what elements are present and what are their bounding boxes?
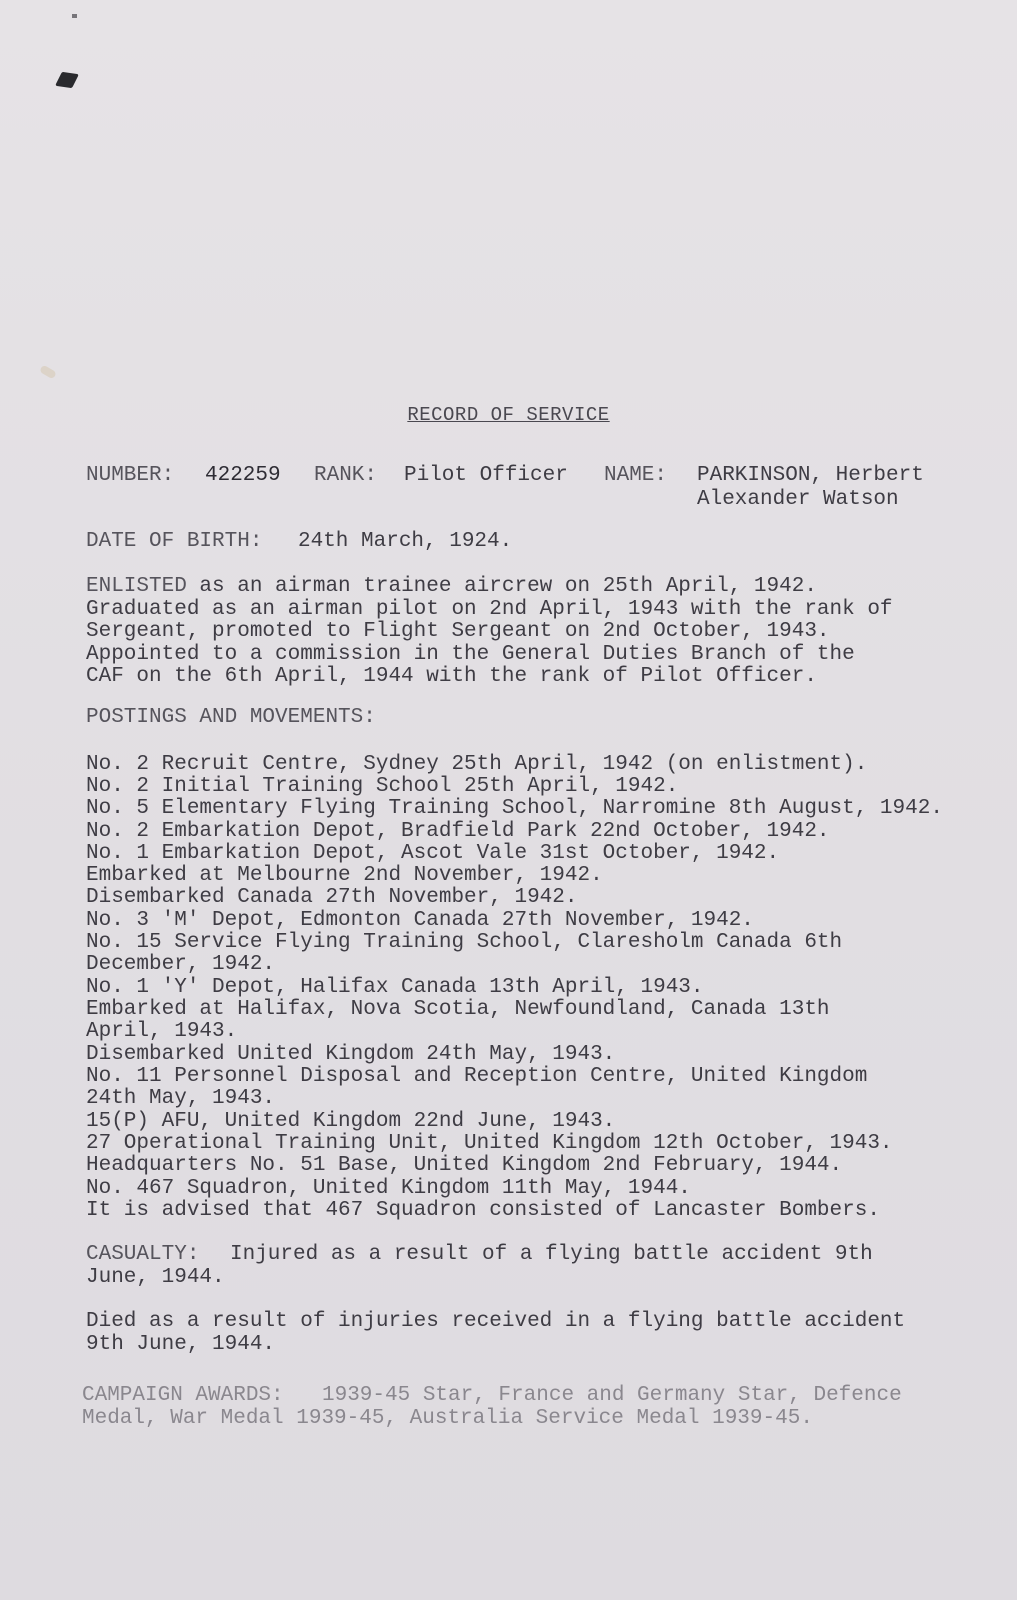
death-text-2: 9th June, 1944. <box>86 1333 276 1356</box>
posting-line: No. 11 Personnel Disposal and Reception Centre, United Kingdom <box>86 1065 868 1088</box>
posting-line: No. 15 Service Flying Training School, Claresholm Canada 6th <box>86 931 843 954</box>
posting-line: Disembarked United Kingdom 24th May, 1943. <box>86 1043 616 1066</box>
awards-text-2: Medal, War Medal 1939-45, Australia Service Medal 1939-45. <box>82 1407 813 1430</box>
posting-line: 24th May, 1943. <box>86 1087 276 1110</box>
enlistment-line: Appointed to a commission in the General Duties Branch of the <box>86 643 855 666</box>
posting-line: 15(P) AFU, United Kingdom 22nd June, 1943. <box>86 1110 616 1133</box>
posting-line: No. 2 Embarkation Depot, Bradfield Park 22nd October, 1942. <box>86 820 830 843</box>
dob-label: DATE OF BIRTH: <box>86 530 263 553</box>
ink-smudge <box>55 72 79 88</box>
paper-stain <box>39 365 57 380</box>
rank-label: RANK: <box>314 464 378 487</box>
posting-line: 27 Operational Training Unit, United Kingdom 12th October, 1943. <box>86 1132 893 1155</box>
name-label: NAME: <box>604 464 668 487</box>
number-label: NUMBER: <box>86 464 175 487</box>
posting-line: Embarked at Halifax, Nova Scotia, Newfoundland, Canada 13th <box>86 998 830 1021</box>
posting-line: No. 5 Elementary Flying Training School, Narromine 8th August, 1942. <box>86 797 943 820</box>
casualty-text-2: June, 1944. <box>86 1266 225 1289</box>
enlisted-lead: ENLISTED <box>86 575 187 598</box>
name-line-2: Alexander Watson <box>697 488 899 511</box>
service-number: 422259 <box>205 464 281 487</box>
awards-label: CAMPAIGN AWARDS: <box>82 1384 284 1407</box>
posting-line: No. 1 Embarkation Depot, Ascot Vale 31st October, 1942. <box>86 842 780 865</box>
posting-line: Embarked at Melbourne 2nd November, 1942. <box>86 864 603 887</box>
posting-line: December, 1942. <box>86 953 276 976</box>
posting-line: It is advised that 467 Squadron consisted of Lancaster Bombers. <box>86 1199 880 1222</box>
enlistment-line: Sergeant, promoted to Flight Sergeant on 2nd October, 1943. <box>86 620 830 643</box>
death-text-1: Died as a result of injuries received in a flying battle accident <box>86 1310 906 1333</box>
casualty-text-1: Injured as a result of a flying battle accident 9th <box>230 1243 873 1266</box>
document-title: RECORD OF SERVICE <box>407 404 610 426</box>
casualty-label: CASUALTY: <box>86 1243 200 1266</box>
posting-line: Headquarters No. 51 Base, United Kingdom 2nd February, 1944. <box>86 1154 843 1177</box>
name-line-1: PARKINSON, Herbert <box>697 464 924 487</box>
dob-value: 24th March, 1924. <box>298 530 513 553</box>
posting-line: Disembarked Canada 27th November, 1942. <box>86 886 578 909</box>
enlistment-line: Graduated as an airman pilot on 2nd April, 1943 with the rank of <box>86 598 893 621</box>
posting-line: No. 2 Recruit Centre, Sydney 25th April, 1942 (on enlistment). <box>86 753 868 776</box>
rank-value: Pilot Officer <box>404 464 568 487</box>
posting-line: No. 467 Squadron, United Kingdom 11th May, 1944. <box>86 1177 691 1200</box>
posting-line: No. 1 'Y' Depot, Halifax Canada 13th April, 1943. <box>86 976 704 999</box>
enlistment-text-1: as an airman trainee aircrew on 25th April, 1942. <box>186 575 817 598</box>
enlistment-line: CAF on the 6th April, 1944 with the rank of Pilot Officer. <box>86 665 817 688</box>
postings-heading: POSTINGS AND MOVEMENTS: <box>86 706 376 729</box>
ink-speck <box>72 14 77 18</box>
awards-text-1: 1939-45 Star, France and Germany Star, Defence <box>322 1384 902 1407</box>
posting-line: April, 1943. <box>86 1020 238 1043</box>
enlistment-line <box>86 575 817 598</box>
posting-line: No. 2 Initial Training School 25th April, 1942. <box>86 775 679 798</box>
posting-line: No. 3 'M' Depot, Edmonton Canada 27th November, 1942. <box>86 909 754 932</box>
